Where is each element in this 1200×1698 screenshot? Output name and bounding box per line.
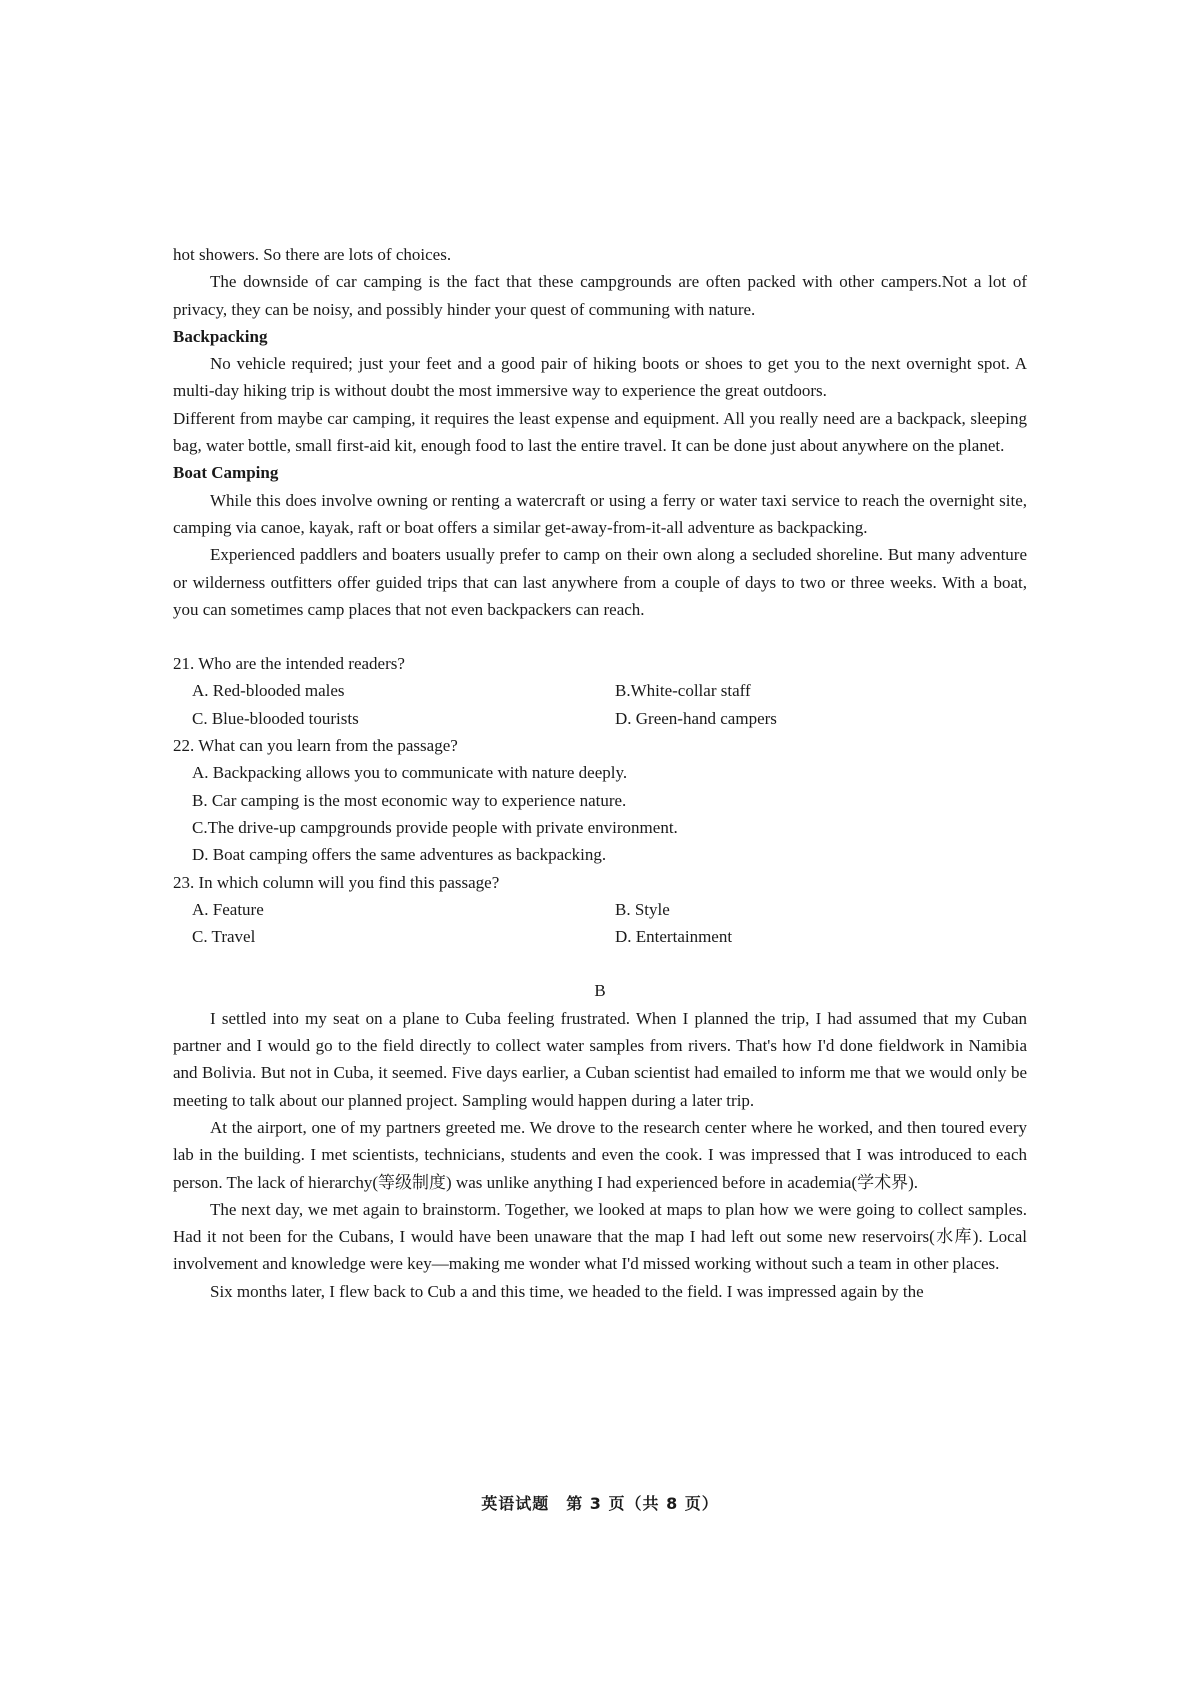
question-23-option-d: D. Entertainment <box>615 927 733 947</box>
question-23-stem: 23. In which column will you find this passage? <box>173 872 500 892</box>
passage-b-paragraph-4: Six months later, I flew back to Cub a and this time, we headed to the field. I was impressed again by the <box>210 1281 924 1301</box>
question-22-option-a: A. Backpacking allows you to communicate with nature deeply. <box>192 763 628 783</box>
question-21-stem: 21. Who are the intended readers? <box>173 654 405 674</box>
question-23-options-row-2 <box>173 923 1027 950</box>
heading-boat-camping: Boat Camping <box>173 463 279 483</box>
question-21-option-a: A. Red-blooded males <box>192 681 345 701</box>
question-23-option-b: B. Style <box>615 899 670 919</box>
question-23-option-c: C. Travel <box>192 927 256 947</box>
passage-a-paragraph-6: Experienced paddlers and boaters usually prefer to camp on their own along a secluded shoreline. But many adventure or wilderness outfitters offer guided trips that can last anywhere from a couple of days to two or three weeks. With a boat, you can sometimes camp places that not even backpackers can reach. <box>173 545 1027 619</box>
question-22-option-b: B. Car camping is the most economic way to experience nature. <box>192 790 627 810</box>
passage-a-paragraph-3: No vehicle required; just your feet and a good pair of hiking boots or shoes to get you to the next overnight spot. A multi-day hiking trip is without doubt the most immersive way to experience the great outdoors. <box>173 354 1027 401</box>
question-23-option-a: A. Feature <box>192 899 264 919</box>
question-23-options-row-1 <box>173 896 1027 923</box>
page-footer: 英语试题 第 3 页（共 8 页） <box>481 1494 719 1513</box>
passage-b-paragraph-2: At the airport, one of my partners greeted me. We drove to the research center where he worked, and then toured every lab in the building. I met scientists, technicians, students and even the cook. I was impressed that I was introduced to each person. The lack of hierarchy(等级制度) was unlike anything I had experienced before in academia(学术界). <box>173 1117 1027 1192</box>
question-block <box>173 650 1027 950</box>
passage-a-paragraph-2: The downside of car camping is the fact that these campgrounds are often packed with other campers.Not a lot of privacy, they can be noisy, and possibly hinder your quest of communing with nature. <box>173 272 1027 319</box>
passage-a-paragraph-1: hot showers. So there are lots of choices. <box>173 245 452 264</box>
question-21-option-c: C. Blue-blooded tourists <box>192 708 359 728</box>
question-22-option-c: C.The drive-up campgrounds provide people with private environment. <box>192 817 678 837</box>
question-22-option-d: D. Boat camping offers the same adventures as backpacking. <box>192 845 607 865</box>
passage-b-paragraph-1: I settled into my seat on a plane to Cuba feeling frustrated. When I planned the trip, I had assumed that my Cuban partner and I would go to the field directly to collect water samples from rivers. That's how I'd done fieldwork in Namibia and Bolivia. But not in Cuba, it seemed. Five days earlier, a Cuban scientist had emailed to inform me that we would only be meeting to talk about our planned project. Sampling would happen during a later trip. <box>173 1008 1027 1110</box>
question-21-options-row-2 <box>173 705 1027 732</box>
question-22-stem: 22. What can you learn from the passage? <box>173 736 458 756</box>
exam-page <box>173 241 1027 1305</box>
passage-a-paragraph-4: Different from maybe car camping, it requires the least expense and equipment. All you really need are a backpack, sleeping bag, water bottle, small first-aid kit, enough food to last the entire travel. It can be done just about anywhere on the planet. <box>173 408 1027 456</box>
question-21-options-row-1 <box>173 677 1027 704</box>
question-21-option-d: D. Green-hand campers <box>615 708 777 728</box>
passage-a-paragraph-5: While this does involve owning or renting a watercraft or using a ferry or water taxi service to reach the overnight site, camping via canoe, kayak, raft or boat offers a similar get-away-from-it-all adventure as backpacking. <box>173 490 1027 537</box>
heading-backpacking: Backpacking <box>173 326 268 346</box>
section-b-label: B <box>594 981 606 1001</box>
passage-b-paragraph-3: The next day, we met again to brainstorm. Together, we looked at maps to plan how we were going to collect samples. Had it not been for the Cubans, I would have been unaware that the map I had left out some new reservoirs(水库). Local involvement and knowledge were key—making me wonder what I'd missed working without such a team in other places. <box>173 1199 1027 1274</box>
question-21-option-b: B.White-collar staff <box>615 681 751 701</box>
